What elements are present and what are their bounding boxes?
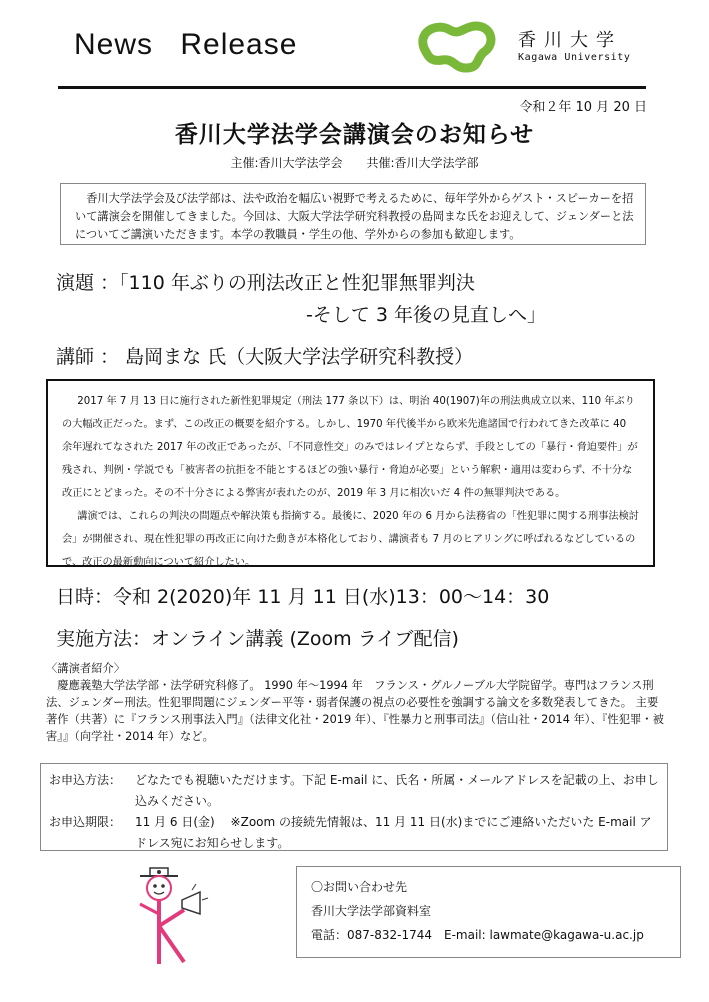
news-release-heading: News Release [74, 28, 298, 61]
abstract-box [46, 379, 655, 567]
kagawa-university-logo [414, 18, 496, 74]
bio-heading: 〈講演者紹介〉 [46, 662, 126, 675]
apply-method-label: お申込方法： [49, 773, 122, 787]
lecture-speaker: 講師 ： 島岡まな 氏（大阪大学法学研究科教授） [56, 346, 474, 368]
event-method: 実施方法：オンライン講義 (Zoom ライブ配信) [56, 628, 459, 650]
host: 主催:香川大学法学会 [230, 156, 343, 170]
apply-deadline-text: ※Zoom の接続先情報は、11 月 11 日(水)までにご連絡いただいた E-mail アドレス宛にお知らせします。 [135, 815, 652, 850]
contact-heading: 〇お問い合わせ先 [311, 880, 408, 894]
intro-box: 香川大学法学会及び法学部は、法や政治を幅広い視野で考えるために、毎年学外からゲスト・スピーカーを招いて講演会を開催してきました。今回は、大阪大学法学研究科教授の島岡まな氏をお迎えして、ジェンダーと法についてご講演いただきます。本学の教職員・学生の他、学外からの参加も歓迎します。 [60, 183, 646, 245]
lecture-topic-line1: 演題 ：「110 年ぶりの刑法改正と性犯罪無罪判決 [56, 272, 475, 294]
apply-deadline-date: 11 月 6 日(金) [135, 815, 215, 829]
apply-deadline-label: お申込期限： [49, 815, 122, 829]
cohost: 共催:香川大学法学部 [366, 156, 479, 170]
header-rule [58, 86, 646, 89]
release-date: 令和２年 10 月 20 日 [519, 100, 647, 115]
contact-office: 香川大学法学部資料室 [311, 904, 432, 918]
university-name-jp: 香川大学 [518, 30, 622, 51]
page-title: 香川大学法学会講演会のお知らせ [174, 122, 535, 148]
abstract-paragraph-2: 講演では、これらの判決の問題点や解決策も指摘する。最後に、2020 年の 6 月から法務省の「性犯罪に関する刑事法検討会」が開催され、現在性犯罪の再改正に向けた動きが本格化しており、講演者も 7 月のヒアリングに呼ばれるなどしているので、改正の最新動向について紹介したい。 [62, 511, 639, 568]
abstract-paragraph-1: 2017 年 7 月 13 日に施行された新性犯罪規定（刑法 177 条以下）は、明治 40(1907)年の刑法典成立以来、110 年ぶりの大幅改正だった。まず、この改正の概要を紹介する。しかし、1970 年代後半から欧米先進諸国で行われてきた改革に 40 余年遅れてなされた 2017 年の改正であったが、「不同意性交」のみではレイプとならず、手段としての「暴行・脅迫要件」が残され、判例・学説でも「被害者の抗拒を不能とするほどの強い暴行・脅迫が必要」という解釈・適用は変わらず、不十分な改正にとどまった。その不十分さによる弊害が表れたのが、2019 年 3 月に相次いだ 4 件の無罪判決である。 [62, 396, 638, 499]
mascot-illustration [130, 864, 210, 980]
event-datetime: 日時：令和 2(2020)年 11 月 11 日(水)13：00～14：30 [56, 586, 550, 608]
apply-method-text: どなたでも視聴いただけます。下記 E-mail に、氏名・所属・メールアドレスを記載の上、お申し込みください。 [135, 773, 659, 808]
lecture-topic-line2: -そして 3 年後の見直しへ」 [306, 304, 547, 326]
university-name-en: Kagawa University [518, 52, 631, 63]
speaker-bio [46, 660, 664, 745]
application-box [40, 763, 668, 851]
sponsor-line [0, 154, 709, 171]
contact-phone-email[interactable]: 電話：087-832-1744 E-mail: lawmate@kagawa-u.ac.jp [311, 928, 644, 942]
bio-text: 慶應義塾大学法学部・法学研究科修了。 1990 年～1994 年 フランス・グルノーブル大学院留学。専門はフランス刑法、ジェンダー刑法。性犯罪問題にジェンダー平等・弱者保護の視点の必要性を強調する論文を多数発表してきた。 主要著作（共著）に『フランス刑事法入門』（法律文化社・2019 年）、『性暴力と刑事司法』（信山社・2014 年）、『性犯罪・被害』』（向学社・2014 年）など。 [46, 679, 664, 743]
contact-box [296, 866, 681, 958]
